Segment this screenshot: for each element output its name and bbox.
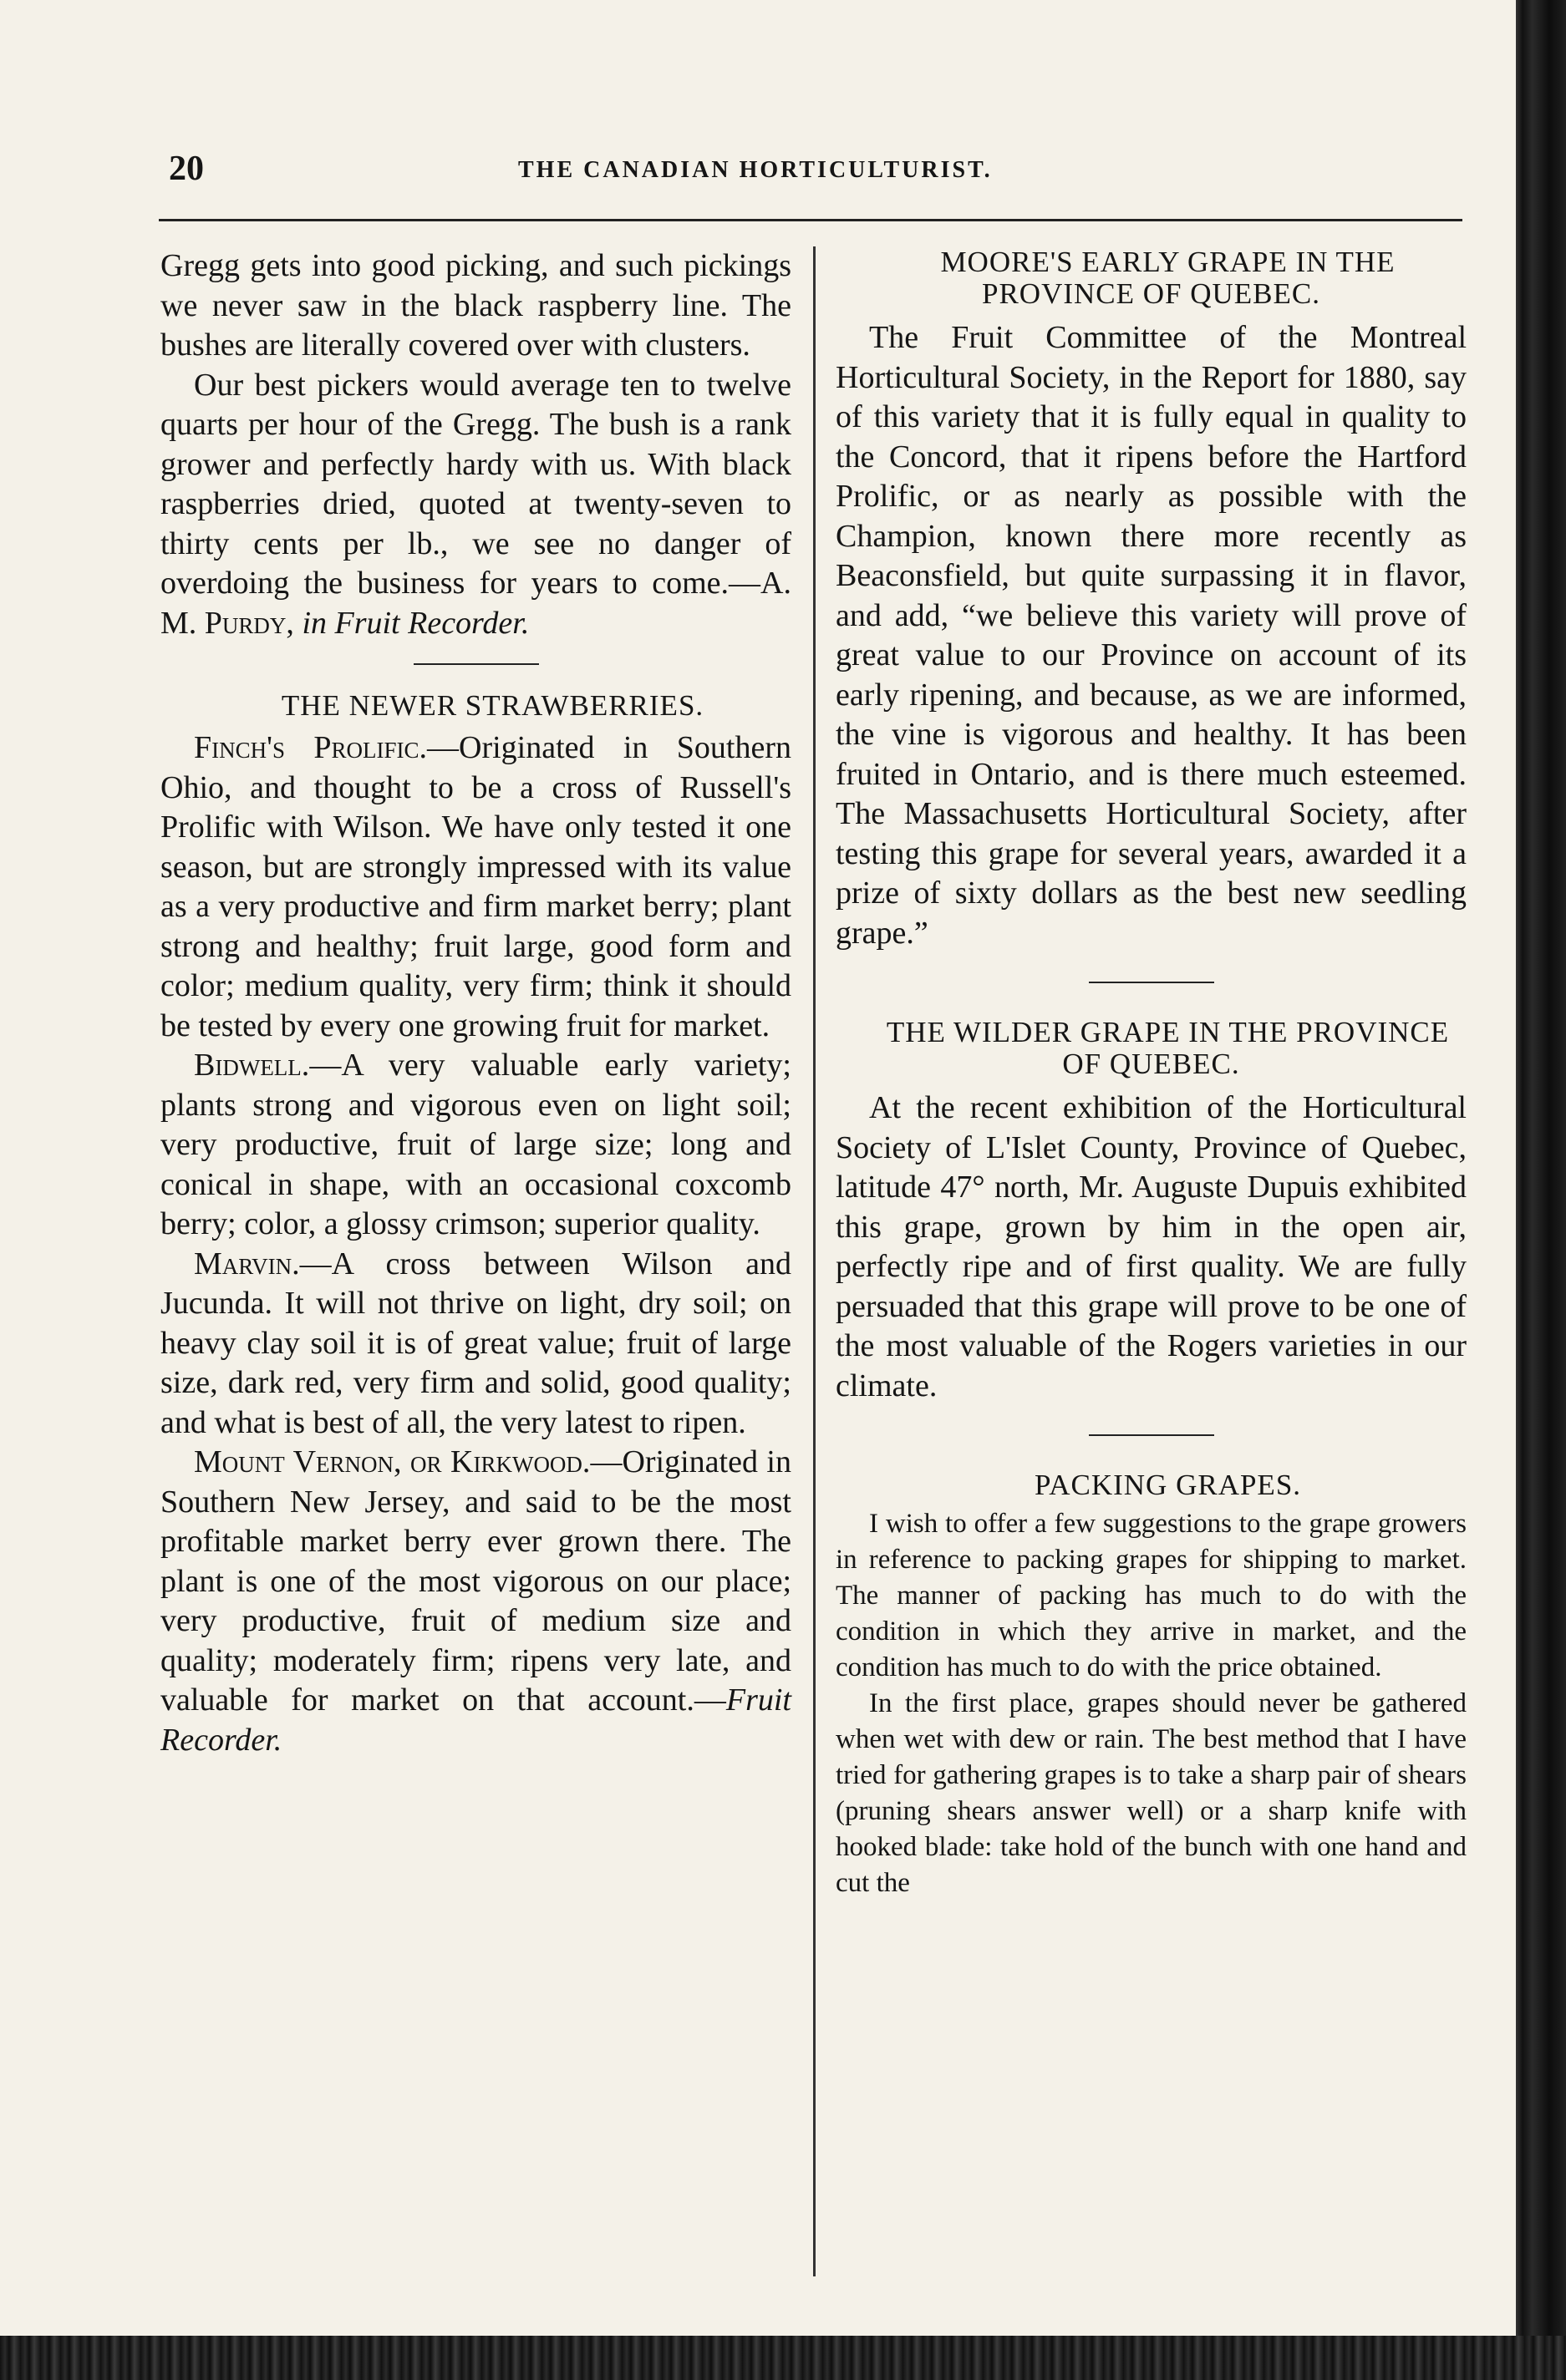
header-rule xyxy=(159,219,1462,221)
source-name: Fruit Recorder. xyxy=(160,1682,791,1758)
bidwell-paragraph xyxy=(160,1046,791,1245)
page-header xyxy=(159,142,1462,200)
source-name: in Fruit Recorder. xyxy=(302,605,530,641)
wilder-grape-paragraph: At the recent exhibition of the Horticultural Society of L'Islet County, Province of Quebec, latitude 47° north, Mr. Auguste Dupuis exhibited this grape, grown by him in the open air, perfectly ripe and of first quality. We are fully persuaded that this grape will prove to be one of the most valuable of the Rogers varieties in our climate. xyxy=(836,1090,1467,1403)
gregg-paragraph: Gregg gets into good picking, and such pickings we never saw in the black raspberry line. The bushes are literally covered over with clusters. xyxy=(160,248,791,363)
variety-text: —A cross between Wilson and Jucunda. It will not thrive on light, dry soil; on heavy clay soil it is of great value; fruit of large size, dark red, very firm and solid, good quality; and what is best of all, the very latest to ripen. xyxy=(160,1246,791,1440)
binding-edge xyxy=(1516,0,1566,2380)
finch-paragraph xyxy=(160,728,791,1046)
variety-name: Finch's Prolific. xyxy=(194,730,427,765)
variety-text: —Originated in Southern Ohio, and thought to be a cross of Russell's Prolific with Wilson. We have only tested it one season, but are strongly impressed with its value as a very productive and firm market berry; plant strong and healthy; fruit large, good form and color; medium quality, very firm; think it should be tested by every one growing fruit for market. xyxy=(160,730,791,1043)
section-heading: PACKING GRAPES. xyxy=(1034,1469,1302,1501)
column-divider xyxy=(813,246,816,2276)
mount-vernon-paragraph xyxy=(160,1443,791,1760)
section-heading: THE WILDER GRAPE IN THE PROVINCE OF QUEBEC. xyxy=(886,1016,1450,1080)
page-number: 20 xyxy=(169,150,204,188)
variety-name: Bidwell. xyxy=(194,1048,310,1083)
section-heading: THE NEWER STRAWBERRIES. xyxy=(281,689,704,722)
purdy-paragraph xyxy=(160,366,791,644)
right-column xyxy=(836,246,1467,1901)
left-column xyxy=(160,246,791,1760)
gathering-paragraph: In the first place, grapes should never be gathered when wet with dew or rain. The best method that I have tried for gathering grapes is to take a sharp pair of shears (pruning shears answer well) or a sharp knife with hooked blade: take hold of the bunch with one hand and cut the xyxy=(836,1688,1467,1898)
marvin-paragraph xyxy=(160,1245,791,1444)
running-head: THE CANADIAN HORTICULTURIST. xyxy=(518,157,993,183)
bottom-scan-edge xyxy=(0,2336,1566,2380)
variety-name: Mount Vernon, or Kirkwood. xyxy=(194,1444,591,1479)
variety-name: Marvin. xyxy=(194,1246,300,1281)
purdy-paragraph-text: Our best pickers would average ten to twelve quarts per hour of the Gregg. The bush is a rank grower and perfectly hardy with us. With black raspberries dried, quoted at twenty-seven to thirty cents per lb., we see no danger of overdoing the business for years to come.— xyxy=(160,367,791,601)
author-name: A. M. Purdy, xyxy=(160,566,791,641)
variety-text: —Originated in Southern New Jersey, and said to be the most profitable market berry ever grown there. The plant is one of the most vigorous on our place; very productive, fruit of medium size and quality; moderately firm; ripens very late, and valuable for market on that account.— xyxy=(160,1444,791,1718)
packing-paragraph: I wish to offer a few suggestions to the grape growers in reference to packing grapes for shipping to market. The manner of packing has much to do with the condition in which they arrive in market, and the condition has much to do with the price obtained. xyxy=(836,1509,1467,1682)
moores-early-paragraph: The Fruit Committee of the Montreal Horticultural Society, in the Report for 1880, say of this variety that it is fully equal in quality to the Concord, that it ripens before the Hartford Prolific, or as nearly as possible with the Champion, known there more recently as Beaconsfield, but quite surpassing it in flavor, and add, “we believe this variety will prove of great value to our Province on account of its early ripening, and because, as we are informed, the vine is vigorous and healthy. It has been fruited in Ontario, and is there much esteemed. The Massachusetts Horticultural Society, after testing this grape for several years, awarded it a prize of sixty dollars as the best new seedling grape.” xyxy=(836,320,1467,951)
section-heading: MOORE'S EARLY GRAPE IN THE PROVINCE OF QUEBEC. xyxy=(940,246,1396,310)
variety-text: —A very valuable early variety; plants strong and vigorous even on light soil; very productive, fruit of large size; long and conical in shape, with an occasional coxcomb berry; color, a glossy crimson; superior quality. xyxy=(160,1048,791,1241)
